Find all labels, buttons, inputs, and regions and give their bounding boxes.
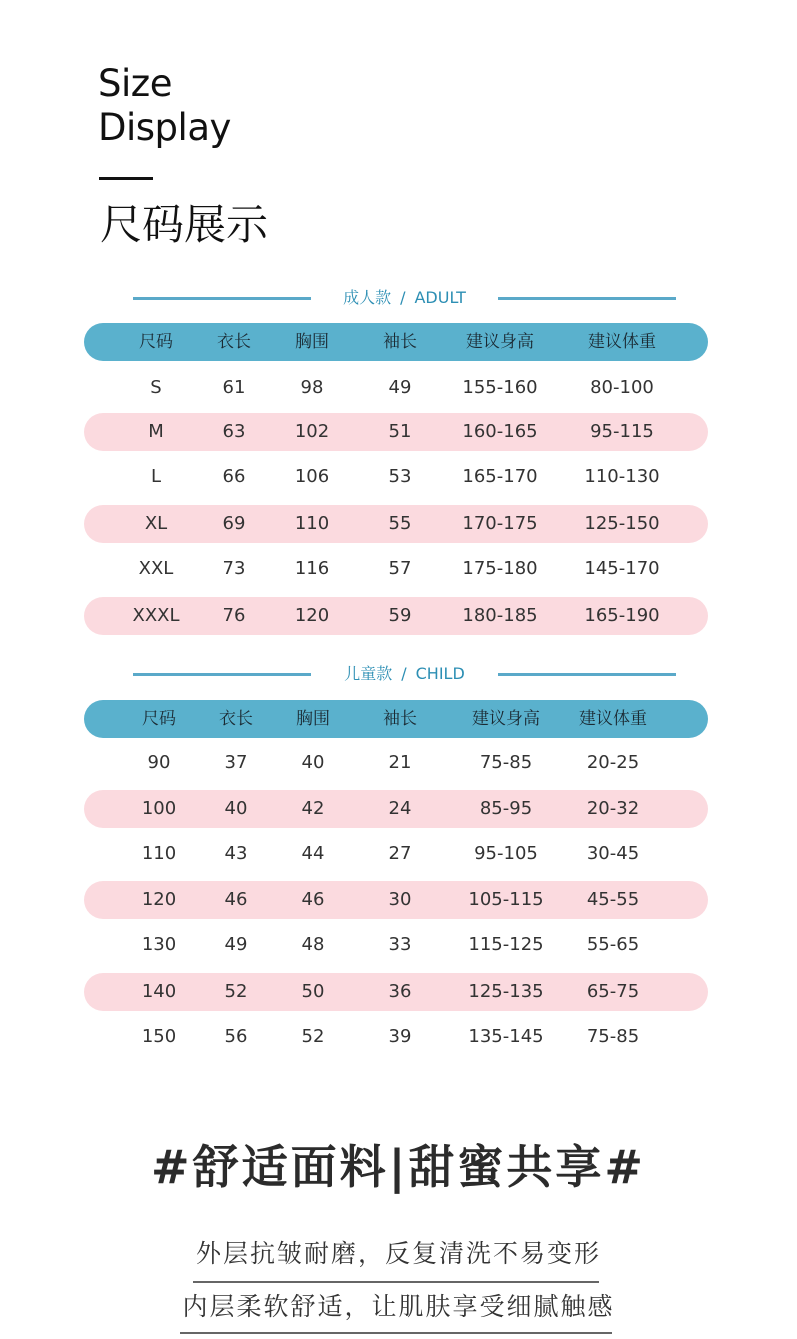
table-cell: 45-55	[586, 889, 640, 910]
table-cell: 75-85	[479, 752, 533, 773]
table-cell: 49	[388, 377, 412, 398]
table-cell: 66	[222, 466, 246, 487]
table-cell: M	[148, 421, 164, 442]
table-cell: 20-32	[586, 798, 640, 819]
table-cell: S	[150, 377, 162, 398]
table-cell: XXL	[138, 558, 174, 579]
table-cell: 160-165	[462, 421, 538, 442]
table-cell: 165-190	[584, 605, 660, 626]
table-cell: 180-185	[462, 605, 538, 626]
table-cell: 80-100	[590, 377, 654, 398]
table-cell: 85-95	[479, 798, 533, 819]
table-cell: 59	[388, 605, 412, 626]
table-cell: 110-130	[584, 466, 660, 487]
table-cell: 48	[301, 934, 325, 955]
table-cell: 130	[141, 934, 177, 955]
table-row	[84, 881, 708, 919]
header-cell: 建议身高	[472, 709, 540, 729]
table-cell: 46	[224, 889, 248, 910]
table-cell: 120	[141, 889, 177, 910]
child-section-label	[311, 662, 498, 686]
child-label-separator: /	[401, 664, 407, 683]
table-cell: 56	[224, 1026, 248, 1047]
table-cell: 42	[301, 798, 325, 819]
heading-line-right	[498, 297, 676, 300]
table-cell: 125-135	[468, 981, 544, 1002]
table-cell: 55	[388, 513, 412, 534]
child-label-cn: 儿童款	[344, 664, 393, 683]
table-row	[84, 744, 708, 782]
table-cell: 57	[388, 558, 412, 579]
adult-label-en: ADULT	[414, 288, 466, 307]
table-row	[84, 413, 708, 451]
table-cell: 21	[388, 752, 412, 773]
child-label-en: CHILD	[415, 664, 465, 683]
adult-section-heading	[133, 286, 676, 310]
table-cell: 65-75	[586, 981, 640, 1002]
feature-line-1: 外层抗皱耐磨，反复清洗不易变形	[195, 1239, 601, 1268]
table-row	[84, 505, 708, 543]
header-cell: 衣长	[219, 709, 253, 729]
table-cell: 135-145	[468, 1026, 544, 1047]
table-row	[84, 550, 708, 588]
table-row	[84, 597, 708, 635]
table-cell: 40	[301, 752, 325, 773]
table-cell: 140	[141, 981, 177, 1002]
table-cell: 43	[224, 843, 248, 864]
title-chinese: 尺码展示	[100, 200, 269, 249]
table-cell: 165-170	[462, 466, 538, 487]
table-header-row	[84, 700, 708, 738]
table-cell: 102	[294, 421, 330, 442]
header-cell: 袖长	[383, 709, 417, 729]
table-cell: 145-170	[584, 558, 660, 579]
heading-line-right	[498, 673, 676, 676]
table-cell: 106	[294, 466, 330, 487]
table-cell: 39	[388, 1026, 412, 1047]
table-cell: 53	[388, 466, 412, 487]
header-cell: 尺码	[139, 332, 173, 352]
table-cell: 52	[301, 1026, 325, 1047]
table-cell: L	[150, 466, 162, 487]
header-cell: 袖长	[383, 332, 417, 352]
title-english-line1: Size	[98, 62, 172, 105]
table-cell: 170-175	[462, 513, 538, 534]
table-cell: XL	[144, 513, 168, 534]
table-cell: 37	[224, 752, 248, 773]
table-cell: 76	[222, 605, 246, 626]
child-section-heading	[133, 662, 676, 686]
table-row	[84, 973, 708, 1011]
table-cell: 63	[222, 421, 246, 442]
adult-label-separator: /	[400, 288, 406, 307]
table-cell: 30	[388, 889, 412, 910]
header-cell: 建议身高	[466, 332, 534, 352]
table-cell: 55-65	[586, 934, 640, 955]
feature-underline-2	[180, 1332, 612, 1334]
header-cell: 建议体重	[579, 709, 647, 729]
heading-line-left	[133, 297, 311, 300]
table-row	[84, 835, 708, 873]
slogan: #舒适面料|甜蜜共享#	[151, 1140, 646, 1194]
table-cell: 61	[222, 377, 246, 398]
table-cell: 30-45	[586, 843, 640, 864]
title-english	[98, 62, 231, 150]
header-cell: 尺码	[142, 709, 176, 729]
table-row	[84, 790, 708, 828]
table-row	[84, 1018, 708, 1056]
table-row	[84, 458, 708, 496]
table-cell: 73	[222, 558, 246, 579]
feature-underline-1	[193, 1281, 599, 1283]
table-cell: 90	[147, 752, 171, 773]
table-cell: 36	[388, 981, 412, 1002]
table-cell: 52	[224, 981, 248, 1002]
table-cell: 125-150	[584, 513, 660, 534]
header-cell: 建议体重	[588, 332, 656, 352]
table-cell: 95-105	[474, 843, 538, 864]
feature-line-2: 内层柔软舒适，让肌肤享受细腻触感	[182, 1292, 615, 1321]
table-cell: 98	[300, 377, 324, 398]
table-cell: 105-115	[468, 889, 544, 910]
title-english-line2: Display	[98, 106, 231, 149]
table-cell: 116	[294, 558, 330, 579]
table-cell: 50	[301, 981, 325, 1002]
table-cell: 120	[294, 605, 330, 626]
table-cell: 20-25	[586, 752, 640, 773]
table-row	[84, 369, 708, 407]
header-cell: 胸围	[296, 709, 330, 729]
table-cell: 110	[141, 843, 177, 864]
table-cell: 150	[141, 1026, 177, 1047]
table-cell: 40	[224, 798, 248, 819]
table-cell: 100	[141, 798, 177, 819]
header-cell: 衣长	[217, 332, 251, 352]
title-divider	[99, 177, 153, 180]
table-cell: 110	[294, 513, 330, 534]
header-cell: 胸围	[295, 332, 329, 352]
table-cell: 44	[301, 843, 325, 864]
adult-section-label	[311, 286, 498, 310]
table-cell: 155-160	[462, 377, 538, 398]
table-cell: 33	[388, 934, 412, 955]
table-cell: 175-180	[462, 558, 538, 579]
adult-label-cn: 成人款	[343, 288, 392, 307]
table-header-row	[84, 323, 708, 361]
table-row	[84, 926, 708, 964]
table-cell: 51	[388, 421, 412, 442]
table-cell: 49	[224, 934, 248, 955]
table-cell: 95-115	[590, 421, 654, 442]
table-cell: 69	[222, 513, 246, 534]
table-cell: 46	[301, 889, 325, 910]
heading-line-left	[133, 673, 311, 676]
table-cell: 24	[388, 798, 412, 819]
table-cell: 75-85	[586, 1026, 640, 1047]
table-cell: 115-125	[468, 934, 544, 955]
table-cell: XXXL	[132, 605, 180, 626]
table-cell: 27	[388, 843, 412, 864]
